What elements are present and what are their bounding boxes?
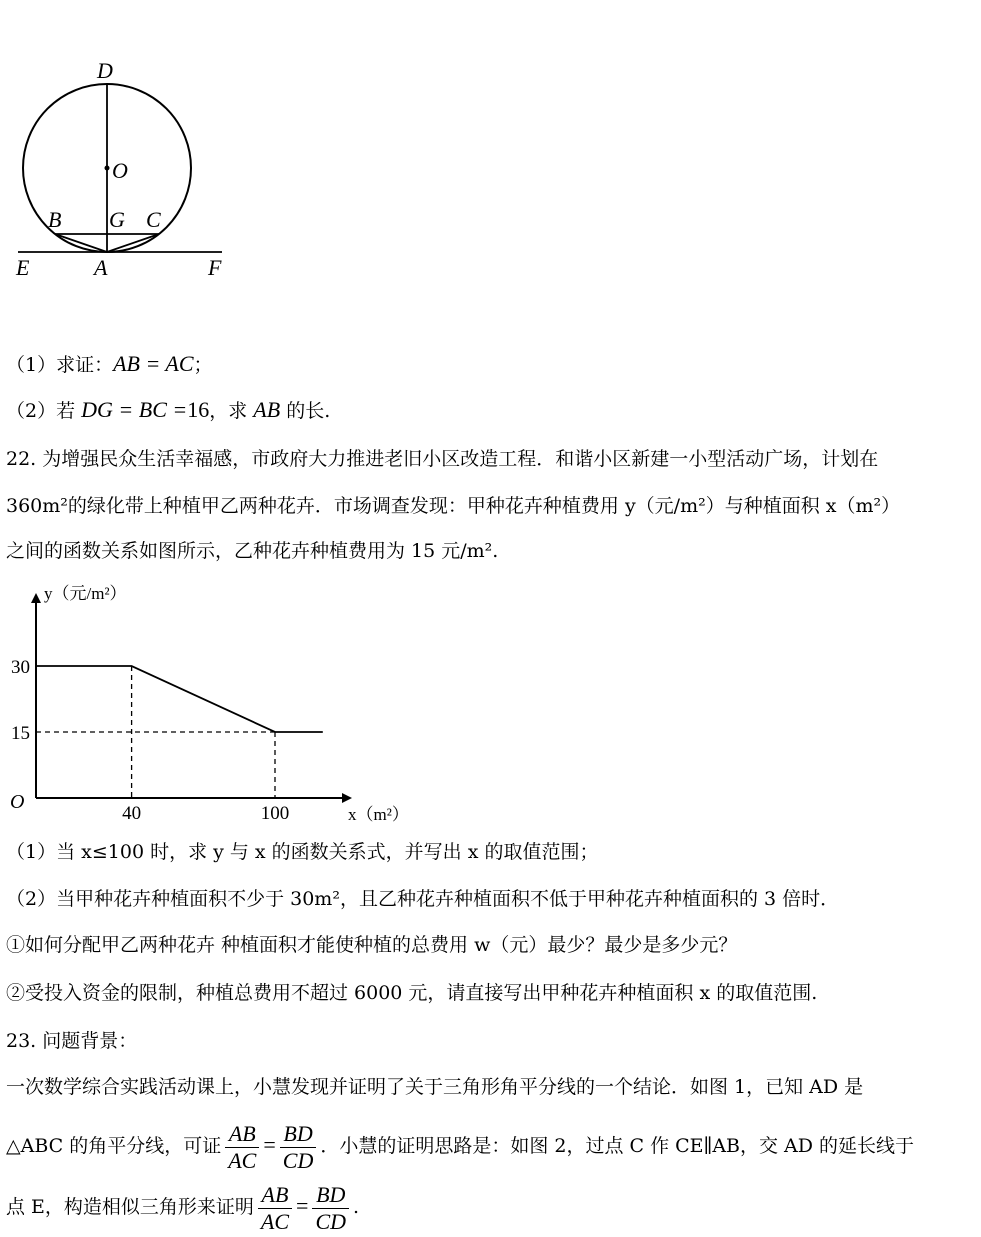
- frac2-num-2: BD: [312, 1182, 349, 1209]
- label-c: C: [146, 207, 161, 232]
- frac-num: AB: [225, 1121, 259, 1148]
- fraction-ab-ac: [225, 1121, 259, 1174]
- q21-part2-num: 16: [187, 397, 210, 422]
- y-axis-label: y（元/m²）: [44, 584, 127, 603]
- label-f: F: [208, 255, 222, 280]
- fraction-bd-cd-2: [312, 1182, 349, 1235]
- series-line: [36, 666, 323, 732]
- y-tick-30: 30: [11, 657, 30, 678]
- center-point: [105, 166, 110, 171]
- q22-sub2: （2）当甲种花卉种植面积不少于 30m²，且乙种花卉种植面积不低于甲种花卉种植面积的 3 倍时．: [6, 888, 840, 910]
- label-o: O: [112, 158, 128, 183]
- fraction-ab-ac-2: [258, 1182, 292, 1235]
- q22-line1: 22. 为增强民众生活幸福感，市政府大力推进老旧小区改造工程．和谐小区新建一小型活动广场，计划在: [6, 448, 879, 470]
- q23-line3-a: 点 E，构造相似三角形来证明: [6, 1196, 254, 1218]
- circle-figure: [0, 50, 260, 290]
- q21-part2-mid: ，求: [209, 400, 254, 422]
- q23-line3: [6, 1176, 359, 1237]
- fraction-bd-cd: [280, 1121, 317, 1174]
- q21-part2: [6, 397, 330, 424]
- q23-title: 23. 问题背景：: [6, 1030, 138, 1052]
- frac-den: AC: [228, 1147, 257, 1173]
- segment-ab: [55, 234, 107, 252]
- x-axis-label: x（m²）: [348, 805, 409, 824]
- q21-part1-math: AB = AC: [113, 351, 194, 376]
- frac2-den-2: CD: [315, 1208, 347, 1234]
- q21-part1: [6, 351, 213, 378]
- frac-num-2: AB: [258, 1182, 292, 1209]
- label-d: D: [97, 58, 113, 83]
- q23-line1: 一次数学综合实践活动课上，小慧发现并证明了关于三角形角平分线的一个结论．如图 1，已知 AD 是: [6, 1076, 864, 1098]
- q21-part2-ab: AB: [253, 397, 281, 422]
- q23-line2-a: △ABC 的角平分线，可证: [6, 1135, 222, 1157]
- frac-den-2: AC: [260, 1208, 290, 1234]
- label-e: E: [16, 255, 30, 280]
- frac-eq-2: =: [296, 1193, 309, 1218]
- q21-part1-prefix: （1）求证：: [6, 354, 114, 376]
- frac2-num: BD: [280, 1121, 317, 1148]
- cost-chart: [0, 575, 440, 830]
- label-b: B: [48, 207, 62, 232]
- q22-sub2a: ①如何分配甲乙两种花卉 种植面积才能使种植的总费用 w（元）最少？最少是多少元？: [6, 934, 738, 956]
- label-g: G: [109, 207, 125, 232]
- q21-part2-suffix: 的长.: [280, 400, 331, 422]
- q21-part1-suffix: ；: [193, 354, 213, 376]
- q23-line2-b: ．小慧的证明思路是：如图 2，过点 C 作 CE∥AB，交 AD 的延长线于: [320, 1135, 915, 1157]
- origin-label: O: [10, 791, 25, 813]
- q22-line2: 360m²的绿化带上种植甲乙两种花卉．市场调查发现：甲种花卉种植费用 y（元/m²）与种植面积 x（m²）: [6, 495, 901, 517]
- frac-eq: =: [263, 1132, 276, 1157]
- q21-part2-prefix: （2）若: [6, 400, 82, 422]
- x-tick-40: 40: [122, 803, 142, 824]
- q22-sub2b: ②受投入资金的限制，种植总费用不超过 6000 元，请直接写出甲种花卉种植面积 x 的取值范围.: [6, 982, 818, 1004]
- q23-line3-b: .: [353, 1196, 360, 1218]
- x-tick-100: 100: [260, 803, 290, 824]
- q22-sub1: （1）当 x≤100 时，求 y 与 x 的函数关系式，并写出 x 的取值范围；: [6, 841, 599, 863]
- y-tick-15: 15: [11, 723, 30, 744]
- q22-line3: 之间的函数关系如图所示，乙种花卉种植费用为 15 元/m².: [6, 540, 499, 562]
- frac2-den: CD: [282, 1147, 314, 1173]
- q21-part2-math: DG = BC =: [81, 397, 188, 422]
- q23-line2: [6, 1115, 914, 1176]
- label-a: A: [94, 255, 108, 280]
- segment-ac: [107, 234, 159, 252]
